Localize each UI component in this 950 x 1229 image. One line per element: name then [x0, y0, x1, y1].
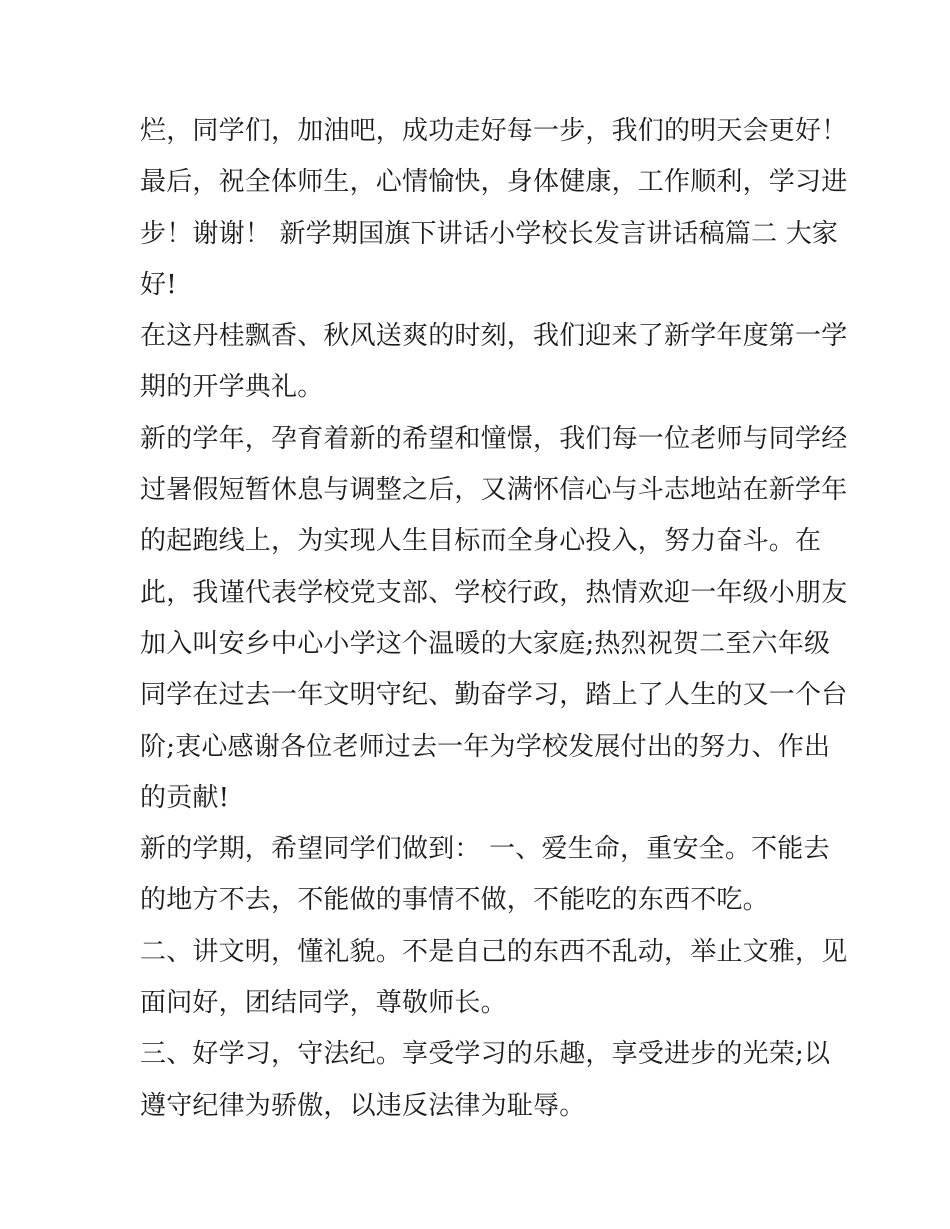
- text-line: 三、好学习，守法纪。享受学习的乐趣，享受进步的光荣;以: [140, 1039, 831, 1070]
- text-line: 面问好，团结同学，尊敬师长。: [140, 988, 507, 1019]
- text-line: 新的学年，孕育着新的希望和憧憬，我们每一位老师与同学经: [140, 423, 848, 454]
- text-line: 期的开学典礼。: [140, 372, 324, 403]
- text-line: 过暑假短暂休息与调整之后，又满怀信心与斗志地站在新学年: [140, 475, 848, 506]
- text-line: 烂，同学们，加油吧，成功走好每一步，我们的明天会更好！: [140, 116, 848, 146]
- text-line: 二、讲文明，懂礼貌。不是自己的东西不乱动，举止文雅，见: [140, 936, 848, 967]
- text-line: 新的学期，希望同学们做到： 一、爱生命，重安全。不能去: [140, 834, 830, 865]
- text-line: 阶;衷心感谢各位老师过去一年为学校发展付出的努力、作出: [140, 731, 831, 762]
- text-line: 的贡献!: [140, 782, 230, 813]
- text-line: 遵守纪律为骄傲，以违反法律为耻辱。: [140, 1090, 586, 1121]
- text-line: 步！谢谢！ 新学期国旗下讲话小学校长发言讲话稿篇二 大家: [140, 218, 839, 249]
- text-line: 好!: [140, 269, 177, 300]
- speech-text-body: [140, 106, 848, 1132]
- text-line: 最后，祝全体师生，心情愉快，身体健康，工作顺利，学习进: [140, 167, 848, 198]
- text-line: 在这丹桂飘香、秋风送爽的时刻，我们迎来了新学年度第一学: [140, 321, 848, 352]
- text-line: 此，我谨代表学校党支部、学校行政，热情欢迎一年级小朋友: [140, 577, 848, 608]
- text-line: 同学在过去一年文明守纪、勤奋学习，踏上了人生的又一个台: [140, 680, 848, 711]
- text-line: 的起跑线上，为实现人生目标而全身心投入，努力奋斗。在: [140, 526, 822, 557]
- text-line: 加入叫安乡中心小学这个温暖的大家庭;热烈祝贺二至六年级: [140, 628, 831, 659]
- text-line: 的地方不去，不能做的事情不做，不能吃的东西不吃。: [140, 885, 769, 916]
